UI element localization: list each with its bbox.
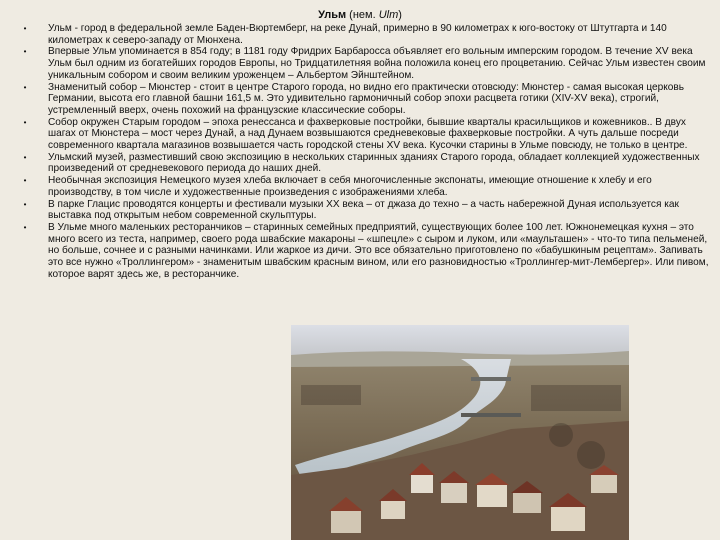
bullet-item bbox=[20, 199, 710, 222]
bullet-text: Необычная экспозиция Немецкого музея хлеба включает в себя многочисленные экспонаты, имеющие отношение к хлебу и его производству, в том числе и художественные произведения с изображениями хлеба. bbox=[48, 175, 652, 198]
title-city: Ульм bbox=[318, 9, 347, 21]
bullet-list bbox=[20, 23, 710, 280]
bullet-icon: • bbox=[23, 222, 27, 232]
bullet-item bbox=[20, 46, 710, 81]
bullet-item bbox=[20, 23, 710, 46]
bullet-text: Собор окружен Старым городом – эпоха ренессанса и фахверковые постройки, бывшие кварталы красильщиков и кожевников.. В двух шагах от Мюнстера – мост через Дунай, а над Дунаем возвышаются средневековые фахверковые постройки. А чуть дальше посреди современного квартала магазинов возвышается часть городской стены XV века. Кусочки старины в Ульме повсюду, не только в центре. bbox=[48, 116, 688, 152]
city-aerial-photo bbox=[291, 325, 629, 540]
bullet-icon: • bbox=[23, 199, 27, 209]
bullet-item bbox=[20, 222, 710, 281]
bullet-text: Ульмский музей, разместивший свою экспозицию в нескольких старинных зданиях Старого города, обладает коллекцией художественных произведений от средневекового периода до наших дней. bbox=[48, 151, 700, 175]
title-paren-close: ) bbox=[398, 9, 402, 21]
bullet-icon: • bbox=[23, 176, 27, 186]
bullet-item bbox=[20, 82, 710, 117]
bullet-text: Знаменитый собор – Мюнстер - стоит в центре Старого города, но видно его практически отовсюду: Мюнстер - самая высокая церковь Германии, высота его главной башни 161,5 м. Это удивительно гармоничный собор эпохи расцвета готики (XIV-XV века), строгий, устремленный вверх, очень похожий на французские классические соборы. bbox=[48, 81, 684, 116]
bullet-text: Ульм - город в федеральной земле Баден-Вюртемберг, на реке Дунай, примерно в 90 километрах к юго-востоку от Штутгарта и 140 километрах к северо-западу от Мюнхена. bbox=[48, 23, 667, 46]
title-latin-name: Ulm bbox=[378, 9, 399, 21]
slide-title bbox=[0, 9, 720, 22]
bullet-item bbox=[20, 175, 710, 198]
bullet-icon: • bbox=[23, 47, 27, 57]
bullet-text: Впервые Ульм упоминается в 854 году; в 1181 году Фридрих Барбаросса объявляет его вольным имперским городом. В течение XV века Ульм был одним из богатейших городов Европы, но Тридцатилетняя война положила конец его процветанию. Сейчас Ульм известен своим уникальным собором и своим великим уроженцем – Альбертом Эйнштейном. bbox=[48, 46, 706, 81]
bullet-item bbox=[20, 152, 710, 175]
bullet-item bbox=[20, 117, 710, 152]
title-paren-open: (нем. bbox=[346, 9, 379, 21]
bullet-text: В парке Глацис проводятся концерты и фестивали музыки XX века – от джаза до техно – а часть набережной Дуная используется как выставка под открытым небом современной скульптуры. bbox=[48, 198, 679, 222]
bullet-icon: • bbox=[23, 24, 27, 33]
bullet-text: В Ульме много маленьких ресторанчиков – старинных семейных предприятий, существующих более 100 лет. Южнонемецкая кухня – это много всего из теста, например, своего рода швабские макароны – «шпецле» с сыром и луком, или «маульташен» - что-то типа пельменей, но больше, сочнее и с разными начинками. Или жаркое из дичи. Это все обязательно приготовлено по «бабушкиным рецептам». Запивать это все нужно «Троллингером» - знаменитым швабским красным вином, или его разновидностью «Троллингер-мит-Лембергер». Или пивом, которое варят здесь же, в ресторанчике. bbox=[48, 221, 709, 280]
bullet-icon: • bbox=[23, 152, 27, 162]
bullet-icon: • bbox=[23, 117, 27, 127]
bullet-icon: • bbox=[23, 82, 27, 92]
